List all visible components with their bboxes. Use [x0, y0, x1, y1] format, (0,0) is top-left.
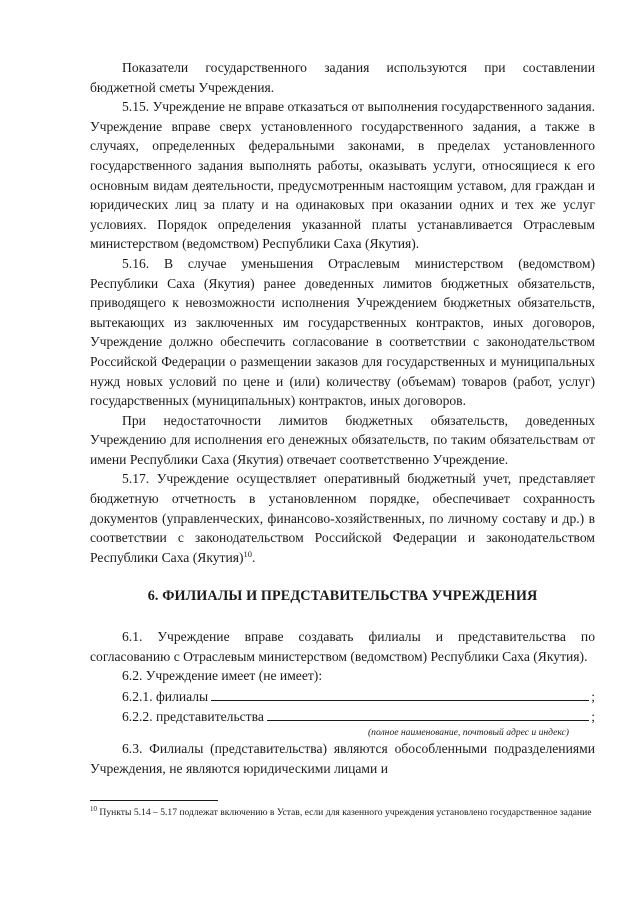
paragraph-5-15: 5.15. Учреждение не вправе отказаться от выполнения государственного задания. Учреждение вправе сверх установленного государственного задания, а также в случаях, определенных федеральными законами, в пределах установленного государственного задания выполнять работы, оказывать услуги, относящиеся к его основным видам деятельности, предусмотренным настоящим уставом, для граждан и юридических лиц за плату и на одинаковых при оказании одних и тех же услуг условиях. Порядок определения указанной платы устанавливается Отраслевым министерством (ведомством) Республики Саха (Якутия). [90, 99, 595, 252]
paragraph-6-1: 6.1. Учреждение вправе создавать филиалы и представительства по согласованию с Отраслевым министерством (ведомством) Республики Саха (Якутия). [90, 629, 595, 664]
paragraph-5-17-end: . [252, 549, 256, 565]
footnote-separator [90, 800, 218, 801]
paragraph-5-16: 5.16. В случае уменьшения Отраслевым министерством (ведомством) Республики Саха (Якутия) ранее доведенных лимитов бюджетных обязательств, приводящего к невозможности исполнения Учреждением бюджетных обязательств, вытекающих из заключенных им государственных контрактов, иных договоров, Учреждение должно обеспечить согласование в соответствии с законодательством Российской Федерации о размещении заказов для государственных и муниципальных нужд новых условий по цене и (или) количеству (объемам) товаров (работ, услуг) государственных (муниципальных) контрактов, иных договоров. [90, 255, 595, 409]
branches-fill-line[interactable] [211, 686, 589, 701]
paragraph-6-3: 6.3. Филиалы (представительства) являются обособленными подразделениями Учреждения, не являются юридическими лицами и [90, 741, 595, 776]
representations-fill-line[interactable] [267, 706, 589, 721]
item-6-2-2-end: ; [591, 709, 595, 725]
paragraph-5-17-text: 5.17. Учреждение осуществляет оперативный бюджетный учет, представляет бюджетную отчетность в установленном порядке, обеспечивает сохранность документов (управленческих, финансово-хозяйственных, по личному составу и др.) в соответствии с законодательством Российской Федерации и законодательством Республики Саха (Якутия) [90, 471, 595, 565]
item-6-2-2-label: 6.2.2. представительства [122, 709, 264, 725]
fill-hint: (полное наименование, почтовый адрес и индекс) [367, 727, 569, 738]
footnote [90, 806, 595, 819]
item-6-2-1-end: ; [591, 688, 595, 704]
item-6-2-2 [90, 706, 595, 727]
paragraph-5-17 [90, 469, 595, 567]
page-body [90, 58, 595, 778]
footnote-text: Пункты 5.14 – 5.17 подлежат включению в Устав, если для казенного учреждения установлено государственное задание [99, 807, 592, 818]
item-6-2-1 [90, 686, 595, 707]
item-6-2-1-label: 6.2.1. филиалы [122, 688, 209, 704]
footnote-reference[interactable]: 10 [243, 548, 253, 559]
paragraph-insufficient-limits: При недостаточности лимитов бюджетных обязательств, доведенных Учреждению для исполнения его денежных обязательств, по таким обязательствам от имени Республики Саха (Якутия) отвечает соответственно Учреждение. [90, 412, 595, 467]
paragraph-6-2: 6.2. Учреждение имеет (не имеет): [122, 668, 323, 684]
paragraph-budget-estimate: Показатели государственного задания используются при составлении бюджетной сметы Учреждения. [90, 60, 595, 95]
section-heading: 6. ФИЛИАЛЫ И ПРЕДСТАВИТЕЛЬСТВА УЧРЕЖДЕНИЯ [147, 588, 538, 605]
footnote-number: 10 [90, 805, 97, 813]
